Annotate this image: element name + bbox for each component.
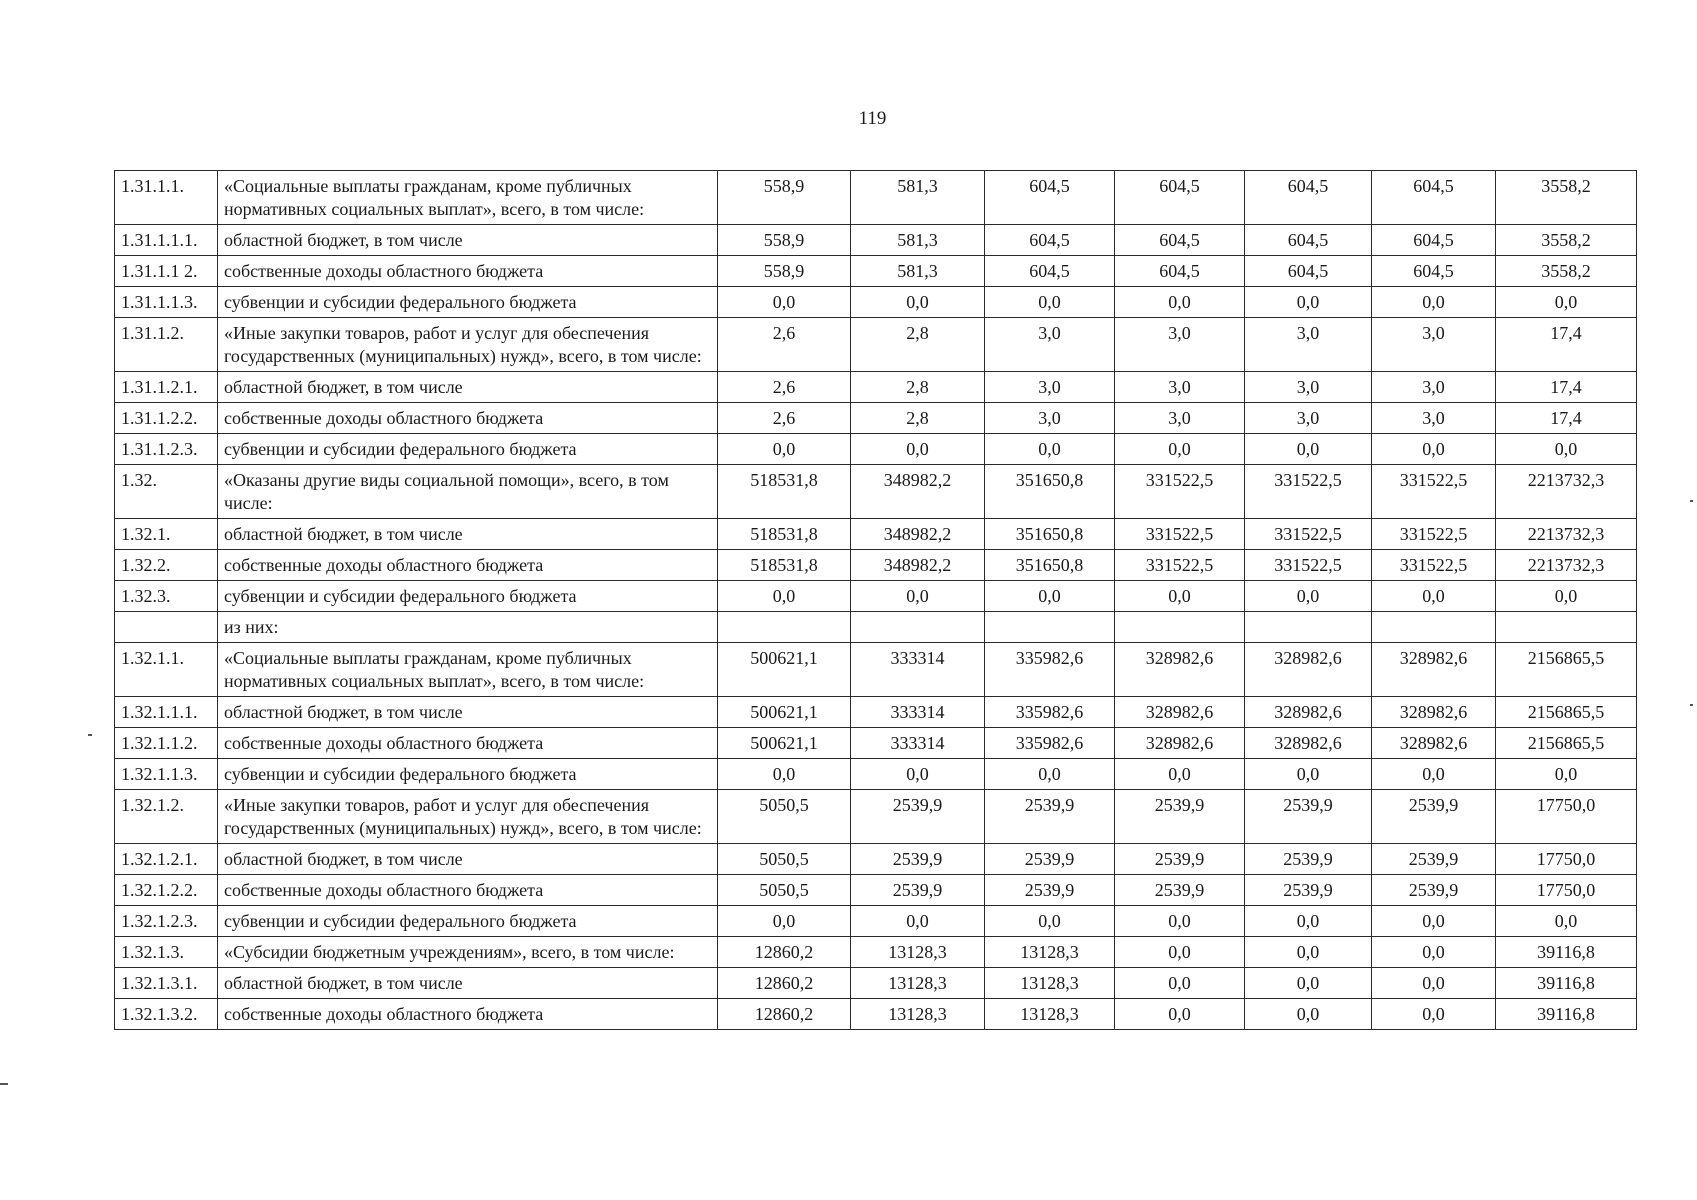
value-cell: 351650,8 xyxy=(985,465,1115,519)
table-row xyxy=(115,318,1637,372)
value-cell: 0,0 xyxy=(1496,581,1637,612)
value-cell: 39116,8 xyxy=(1496,968,1637,999)
row-code: 1.32.1.2.1. xyxy=(115,844,218,875)
value-cell: 351650,8 xyxy=(985,519,1115,550)
row-code: 1.31.1.1.3. xyxy=(115,287,218,318)
value-cell: 2539,9 xyxy=(1372,790,1496,844)
value-cell: 0,0 xyxy=(1372,968,1496,999)
value-cell: 3,0 xyxy=(1372,318,1496,372)
table-row xyxy=(115,372,1637,403)
value-cell: 2,6 xyxy=(718,372,851,403)
value-cell: 0,0 xyxy=(718,434,851,465)
table-row xyxy=(115,937,1637,968)
value-cell: 0,0 xyxy=(1372,759,1496,790)
value-cell: 331522,5 xyxy=(1115,550,1245,581)
value-cell: 13128,3 xyxy=(851,968,985,999)
row-description: субвенции и субсидии федерального бюджета xyxy=(218,906,718,937)
row-code: 1.32. xyxy=(115,465,218,519)
value-cell: 328982,6 xyxy=(1372,643,1496,697)
value-cell: 0,0 xyxy=(1496,434,1637,465)
value-cell: 17750,0 xyxy=(1496,875,1637,906)
value-cell: 500621,1 xyxy=(718,643,851,697)
table-row xyxy=(115,790,1637,844)
value-cell: 348982,2 xyxy=(851,465,985,519)
value-cell: 604,5 xyxy=(985,256,1115,287)
value-cell: 333314 xyxy=(851,697,985,728)
table-row xyxy=(115,643,1637,697)
table-row xyxy=(115,844,1637,875)
value-cell: 331522,5 xyxy=(1115,465,1245,519)
table-row xyxy=(115,256,1637,287)
value-cell: 13128,3 xyxy=(985,999,1115,1030)
value-cell: 604,5 xyxy=(1115,225,1245,256)
value-cell: 604,5 xyxy=(985,225,1115,256)
margin-mark xyxy=(1690,500,1693,502)
value-cell: 2,8 xyxy=(851,372,985,403)
table-row xyxy=(115,906,1637,937)
value-cell: 0,0 xyxy=(1372,287,1496,318)
value-cell: 0,0 xyxy=(985,287,1115,318)
value-cell: 604,5 xyxy=(1115,171,1245,225)
value-cell: 2539,9 xyxy=(1245,844,1372,875)
value-cell: 518531,8 xyxy=(718,550,851,581)
value-cell: 17750,0 xyxy=(1496,844,1637,875)
value-cell: 0,0 xyxy=(1115,968,1245,999)
value-cell: 3558,2 xyxy=(1496,256,1637,287)
value-cell: 328982,6 xyxy=(1245,728,1372,759)
table-row xyxy=(115,403,1637,434)
value-cell: 604,5 xyxy=(1115,256,1245,287)
value-cell: 331522,5 xyxy=(1115,519,1245,550)
value-cell: 0,0 xyxy=(1372,906,1496,937)
page-number: 119 xyxy=(858,108,887,129)
row-code: 1.32.1.3.2. xyxy=(115,999,218,1030)
margin-mark xyxy=(0,1083,8,1085)
value-cell: 0,0 xyxy=(1372,999,1496,1030)
row-description: областной бюджет, в том числе xyxy=(218,968,718,999)
value-cell: 331522,5 xyxy=(1372,465,1496,519)
value-cell: 328982,6 xyxy=(1115,643,1245,697)
value-cell: 500621,1 xyxy=(718,728,851,759)
value-cell: 0,0 xyxy=(1372,434,1496,465)
row-code: 1.31.1.1.1. xyxy=(115,225,218,256)
value-cell: 13128,3 xyxy=(851,999,985,1030)
value-cell: 0,0 xyxy=(985,581,1115,612)
value-cell: 3,0 xyxy=(985,403,1115,434)
table-row xyxy=(115,550,1637,581)
table-row xyxy=(115,875,1637,906)
row-description: областной бюджет, в том числе xyxy=(218,697,718,728)
value-cell: 2,8 xyxy=(851,318,985,372)
value-cell: 518531,8 xyxy=(718,465,851,519)
row-description: «Иные закупки товаров, работ и услуг для обеспечения государственных (муниципальных) нужд», всего, в том числе: xyxy=(218,318,718,372)
value-cell: 604,5 xyxy=(1372,256,1496,287)
row-code: 1.32.1.3.1. xyxy=(115,968,218,999)
value-cell: 0,0 xyxy=(1245,581,1372,612)
row-description: «Оказаны другие виды социальной помощи», всего, в том числе: xyxy=(218,465,718,519)
row-description: собственные доходы областного бюджета xyxy=(218,403,718,434)
table-row xyxy=(115,612,1637,643)
row-description: собственные доходы областного бюджета xyxy=(218,875,718,906)
row-description: собственные доходы областного бюджета xyxy=(218,728,718,759)
value-cell: 17,4 xyxy=(1496,372,1637,403)
value-cell: 581,3 xyxy=(851,171,985,225)
value-cell: 604,5 xyxy=(1245,225,1372,256)
row-description: из них: xyxy=(218,612,718,643)
value-cell: 0,0 xyxy=(1372,581,1496,612)
value-cell: 328982,6 xyxy=(1115,697,1245,728)
value-cell: 2156865,5 xyxy=(1496,643,1637,697)
value-cell: 558,9 xyxy=(718,225,851,256)
row-code: 1.32.1.1. xyxy=(115,643,218,697)
row-code: 1.31.1.1 2. xyxy=(115,256,218,287)
value-cell: 5050,5 xyxy=(718,875,851,906)
row-description: областной бюджет, в том числе xyxy=(218,844,718,875)
value-cell: 2156865,5 xyxy=(1496,728,1637,759)
value-cell: 581,3 xyxy=(851,225,985,256)
value-cell: 2,6 xyxy=(718,318,851,372)
value-cell: 2213732,3 xyxy=(1496,519,1637,550)
value-cell: 0,0 xyxy=(1245,906,1372,937)
value-cell: 328982,6 xyxy=(1372,728,1496,759)
value-cell: 3,0 xyxy=(1245,318,1372,372)
value-cell: 0,0 xyxy=(1115,581,1245,612)
value-cell: 331522,5 xyxy=(1245,550,1372,581)
value-cell: 39116,8 xyxy=(1496,937,1637,968)
row-code: 1.32.3. xyxy=(115,581,218,612)
table-row xyxy=(115,519,1637,550)
value-cell: 2539,9 xyxy=(851,790,985,844)
value-cell: 335982,6 xyxy=(985,697,1115,728)
value-cell: 0,0 xyxy=(1115,434,1245,465)
value-cell: 333314 xyxy=(851,728,985,759)
value-cell: 5050,5 xyxy=(718,790,851,844)
row-code: 1.31.1.2.1. xyxy=(115,372,218,403)
table-row xyxy=(115,434,1637,465)
value-cell xyxy=(1372,612,1496,643)
value-cell: 5050,5 xyxy=(718,844,851,875)
value-cell: 335982,6 xyxy=(985,728,1115,759)
row-code: 1.31.1.2.3. xyxy=(115,434,218,465)
row-description: субвенции и субсидии федерального бюджета xyxy=(218,759,718,790)
value-cell: 0,0 xyxy=(1115,906,1245,937)
row-description: «Социальные выплаты гражданам, кроме публичных нормативных социальных выплат», всего, в том числе: xyxy=(218,171,718,225)
table-body xyxy=(115,171,1637,1030)
value-cell: 2213732,3 xyxy=(1496,465,1637,519)
value-cell: 0,0 xyxy=(985,434,1115,465)
row-description: областной бюджет, в том числе xyxy=(218,519,718,550)
value-cell xyxy=(1115,612,1245,643)
row-code: 1.32.1.1.1. xyxy=(115,697,218,728)
row-description: «Субсидии бюджетным учреждениям», всего, в том числе: xyxy=(218,937,718,968)
row-description: субвенции и субсидии федерального бюджета xyxy=(218,434,718,465)
value-cell: 3,0 xyxy=(1115,403,1245,434)
margin-mark xyxy=(88,734,92,736)
table-row xyxy=(115,171,1637,225)
value-cell: 12860,2 xyxy=(718,968,851,999)
row-description: субвенции и субсидии федерального бюджета xyxy=(218,287,718,318)
value-cell: 0,0 xyxy=(1115,759,1245,790)
value-cell: 3,0 xyxy=(1245,372,1372,403)
value-cell: 0,0 xyxy=(1115,937,1245,968)
row-description: «Иные закупки товаров, работ и услуг для обеспечения государственных (муниципальных) нужд», всего, в том числе: xyxy=(218,790,718,844)
value-cell: 0,0 xyxy=(1245,759,1372,790)
value-cell: 3,0 xyxy=(985,372,1115,403)
value-cell: 2539,9 xyxy=(851,844,985,875)
value-cell: 604,5 xyxy=(1372,171,1496,225)
value-cell: 0,0 xyxy=(851,581,985,612)
value-cell: 17,4 xyxy=(1496,403,1637,434)
value-cell: 3,0 xyxy=(1372,403,1496,434)
value-cell: 328982,6 xyxy=(1245,643,1372,697)
value-cell: 331522,5 xyxy=(1245,465,1372,519)
value-cell: 12860,2 xyxy=(718,937,851,968)
value-cell: 3,0 xyxy=(1245,403,1372,434)
value-cell: 39116,8 xyxy=(1496,999,1637,1030)
value-cell: 2539,9 xyxy=(1245,875,1372,906)
table-row xyxy=(115,759,1637,790)
value-cell: 2156865,5 xyxy=(1496,697,1637,728)
row-description: «Социальные выплаты гражданам, кроме публичных нормативных социальных выплат», всего, в том числе: xyxy=(218,643,718,697)
value-cell: 3,0 xyxy=(1115,372,1245,403)
value-cell: 3558,2 xyxy=(1496,225,1637,256)
value-cell: 0,0 xyxy=(1245,287,1372,318)
value-cell: 0,0 xyxy=(1496,906,1637,937)
value-cell: 13128,3 xyxy=(851,937,985,968)
value-cell: 2539,9 xyxy=(1115,790,1245,844)
value-cell: 328982,6 xyxy=(1372,697,1496,728)
row-code: 1.32.1.2. xyxy=(115,790,218,844)
value-cell: 2,8 xyxy=(851,403,985,434)
row-code xyxy=(115,612,218,643)
margin-mark xyxy=(1690,704,1693,706)
value-cell: 558,9 xyxy=(718,256,851,287)
budget-table xyxy=(114,170,1637,1030)
value-cell xyxy=(985,612,1115,643)
row-code: 1.32.1.1.3. xyxy=(115,759,218,790)
row-description: областной бюджет, в том числе xyxy=(218,225,718,256)
table-row xyxy=(115,225,1637,256)
value-cell: 331522,5 xyxy=(1372,550,1496,581)
row-code: 1.32.1.2.2. xyxy=(115,875,218,906)
value-cell: 0,0 xyxy=(1245,434,1372,465)
value-cell: 558,9 xyxy=(718,171,851,225)
value-cell: 333314 xyxy=(851,643,985,697)
row-code: 1.32.1.3. xyxy=(115,937,218,968)
value-cell: 0,0 xyxy=(985,759,1115,790)
value-cell: 0,0 xyxy=(1245,937,1372,968)
value-cell: 2539,9 xyxy=(1115,844,1245,875)
value-cell: 328982,6 xyxy=(1115,728,1245,759)
value-cell xyxy=(851,612,985,643)
value-cell: 13128,3 xyxy=(985,937,1115,968)
value-cell: 2539,9 xyxy=(985,790,1115,844)
value-cell: 0,0 xyxy=(1245,968,1372,999)
value-cell: 2539,9 xyxy=(1245,790,1372,844)
value-cell: 604,5 xyxy=(1245,171,1372,225)
row-code: 1.32.1.1.2. xyxy=(115,728,218,759)
value-cell: 2539,9 xyxy=(985,875,1115,906)
value-cell: 0,0 xyxy=(1496,759,1637,790)
value-cell: 604,5 xyxy=(1372,225,1496,256)
value-cell: 0,0 xyxy=(1115,287,1245,318)
row-description: субвенции и субсидии федерального бюджета xyxy=(218,581,718,612)
row-description: областной бюджет, в том числе xyxy=(218,372,718,403)
value-cell: 581,3 xyxy=(851,256,985,287)
table-row xyxy=(115,728,1637,759)
table-row xyxy=(115,581,1637,612)
value-cell: 500621,1 xyxy=(718,697,851,728)
value-cell: 0,0 xyxy=(851,287,985,318)
value-cell: 0,0 xyxy=(1372,937,1496,968)
value-cell: 17,4 xyxy=(1496,318,1637,372)
value-cell: 0,0 xyxy=(851,906,985,937)
value-cell: 0,0 xyxy=(1115,999,1245,1030)
value-cell: 331522,5 xyxy=(1372,519,1496,550)
value-cell: 2539,9 xyxy=(851,875,985,906)
value-cell: 12860,2 xyxy=(718,999,851,1030)
value-cell: 2539,9 xyxy=(1372,875,1496,906)
row-code: 1.31.1.2. xyxy=(115,318,218,372)
table-row xyxy=(115,287,1637,318)
table-row xyxy=(115,697,1637,728)
row-code: 1.32.1. xyxy=(115,519,218,550)
row-code: 1.32.2. xyxy=(115,550,218,581)
row-code: 1.31.1.2.2. xyxy=(115,403,218,434)
value-cell xyxy=(1496,612,1637,643)
row-code: 1.31.1.1. xyxy=(115,171,218,225)
value-cell: 3558,2 xyxy=(1496,171,1637,225)
value-cell: 348982,2 xyxy=(851,550,985,581)
value-cell: 351650,8 xyxy=(985,550,1115,581)
value-cell: 3,0 xyxy=(985,318,1115,372)
value-cell: 0,0 xyxy=(718,581,851,612)
table-row xyxy=(115,968,1637,999)
value-cell: 604,5 xyxy=(985,171,1115,225)
value-cell xyxy=(718,612,851,643)
value-cell xyxy=(1245,612,1372,643)
value-cell: 2213732,3 xyxy=(1496,550,1637,581)
value-cell: 3,0 xyxy=(1115,318,1245,372)
value-cell: 328982,6 xyxy=(1245,697,1372,728)
value-cell: 0,0 xyxy=(1496,287,1637,318)
value-cell: 3,0 xyxy=(1372,372,1496,403)
table-row xyxy=(115,999,1637,1030)
row-code: 1.32.1.2.3. xyxy=(115,906,218,937)
value-cell: 0,0 xyxy=(718,759,851,790)
value-cell: 604,5 xyxy=(1245,256,1372,287)
value-cell: 0,0 xyxy=(851,759,985,790)
value-cell: 0,0 xyxy=(718,287,851,318)
value-cell: 0,0 xyxy=(718,906,851,937)
value-cell: 348982,2 xyxy=(851,519,985,550)
value-cell: 0,0 xyxy=(1245,999,1372,1030)
value-cell: 335982,6 xyxy=(985,643,1115,697)
value-cell: 2539,9 xyxy=(1372,844,1496,875)
value-cell: 2,6 xyxy=(718,403,851,434)
value-cell: 0,0 xyxy=(851,434,985,465)
value-cell: 2539,9 xyxy=(1115,875,1245,906)
row-description: собственные доходы областного бюджета xyxy=(218,256,718,287)
value-cell: 331522,5 xyxy=(1245,519,1372,550)
value-cell: 13128,3 xyxy=(985,968,1115,999)
value-cell: 17750,0 xyxy=(1496,790,1637,844)
row-description: собственные доходы областного бюджета xyxy=(218,999,718,1030)
value-cell: 0,0 xyxy=(985,906,1115,937)
value-cell: 2539,9 xyxy=(985,844,1115,875)
table-row xyxy=(115,465,1637,519)
value-cell: 518531,8 xyxy=(718,519,851,550)
row-description: собственные доходы областного бюджета xyxy=(218,550,718,581)
